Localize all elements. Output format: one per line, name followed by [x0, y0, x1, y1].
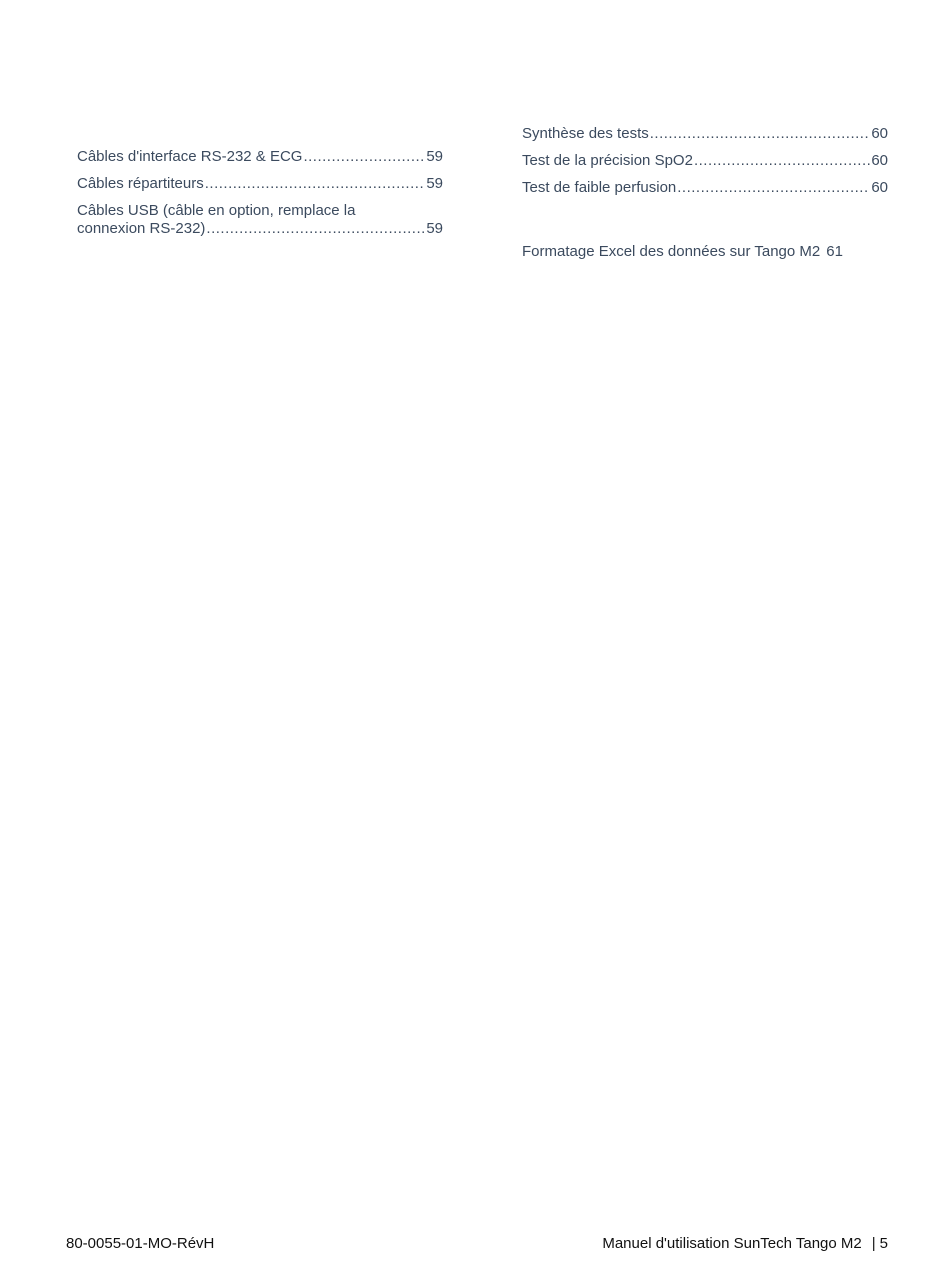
toc-entry-title: Test de faible perfusion — [522, 179, 677, 196]
toc-leader-dots — [303, 148, 425, 166]
toc-entry-page: 60 — [871, 179, 888, 196]
toc-leader-dots — [694, 152, 870, 170]
toc-leader-dots — [650, 125, 871, 143]
toc-entry[interactable] — [522, 125, 888, 143]
toc-leader-dots — [206, 220, 425, 238]
toc-entry[interactable] — [77, 148, 443, 166]
toc-entry[interactable] — [522, 152, 888, 170]
toc-spacer — [522, 206, 888, 243]
toc-entry-page: 59 — [426, 220, 443, 237]
toc-entry[interactable] — [77, 175, 443, 193]
toc-entry-title: Synthèse des tests — [522, 125, 649, 142]
toc-entry-title: Câbles répartiteurs — [77, 175, 204, 192]
footer-separator: | — [871, 1235, 876, 1252]
toc-entry-page: 59 — [426, 148, 443, 165]
toc-left-column — [77, 148, 443, 247]
toc-leader-dots — [205, 175, 426, 193]
toc-entry-title-line2: connexion RS-232) — [77, 220, 206, 237]
toc-entry-title: Test de la précision SpO2 — [522, 152, 693, 169]
toc-entry[interactable] — [77, 202, 443, 238]
toc-entry[interactable] — [522, 243, 888, 261]
footer-page-number: 5 — [879, 1235, 888, 1252]
toc-entry-title-line1: Câbles USB (câble en option, remplace la — [77, 202, 356, 219]
footer-doc-code: 80-0055-01-MO-RévH — [66, 1235, 215, 1252]
toc-entry-page: 59 — [426, 175, 443, 192]
toc-entry[interactable] — [522, 179, 888, 197]
toc-entry-title: Formatage Excel des données sur Tango M2 — [522, 243, 821, 260]
toc-leader-dots — [677, 179, 870, 197]
toc-entry-page: 60 — [871, 152, 888, 169]
toc-entry-page: 61 — [826, 243, 843, 260]
toc-right-column — [522, 125, 888, 270]
toc-entry-page: 60 — [871, 125, 888, 142]
footer-right — [602, 1235, 888, 1253]
footer-manual-title: Manuel d'utilisation SunTech Tango M2 — [602, 1235, 862, 1252]
toc-entry-title: Câbles d'interface RS-232 & ECG — [77, 148, 303, 165]
